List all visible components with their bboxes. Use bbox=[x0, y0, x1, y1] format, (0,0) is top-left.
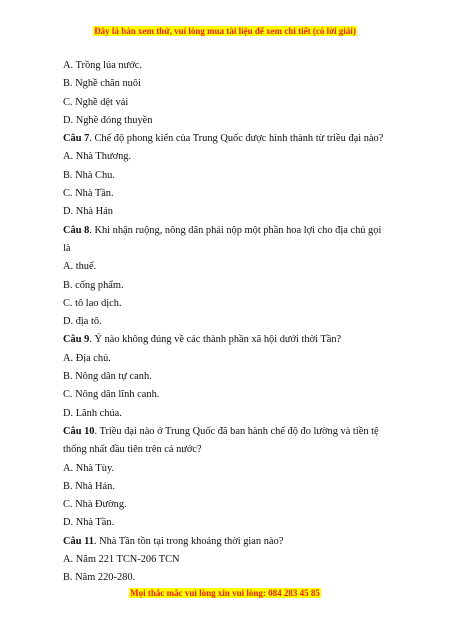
option-d: D. Nhà Tần. bbox=[63, 517, 115, 529]
question-text: . Triều đại nào ở Trung Quốc đã ban hành chế độ đo lường và tiền tệ thống nhất đầu tiên trên cả nước? bbox=[63, 425, 379, 456]
option-d: D. địa tô. bbox=[63, 316, 102, 328]
option-c: C. tô lao dịch. bbox=[63, 297, 122, 309]
question-7 bbox=[63, 130, 388, 148]
option-a: A. Trồng lúa nước. bbox=[63, 60, 142, 71]
option-d: D. Nhà Hán bbox=[63, 206, 113, 218]
option-b: B. Nông dân tự canh. bbox=[63, 371, 152, 383]
contact-notice-banner bbox=[0, 588, 450, 598]
question-9 bbox=[63, 331, 388, 349]
question-label: Câu 8 bbox=[63, 224, 90, 236]
option-b: B. Nghề chăn nuôi bbox=[63, 78, 141, 90]
question-label: Câu 7 bbox=[63, 133, 90, 145]
option-a: A. Nhà Tùy. bbox=[63, 462, 115, 474]
question-10 bbox=[63, 423, 388, 460]
option-c: C. Nghề dệt vải bbox=[63, 96, 129, 108]
option-b: B. Nhà Chu. bbox=[63, 169, 115, 181]
option-c: C. Nông dân lĩnh canh. bbox=[63, 389, 160, 401]
question-text: . Ý nào không đúng về các thành phần xã hội dưới thời Tần? bbox=[89, 334, 342, 346]
option-a: A. Địa chủ. bbox=[63, 352, 111, 364]
option-a: A. Năm 221 TCN-206 TCN bbox=[63, 554, 180, 566]
option-d: D. Nghề đóng thuyền bbox=[63, 114, 153, 126]
question-label: Câu 11 bbox=[63, 535, 94, 547]
question-label: Câu 9 bbox=[63, 334, 90, 346]
option-c: C. Nhà Đường. bbox=[63, 499, 127, 511]
preview-notice-banner bbox=[0, 26, 450, 36]
option-b: B. Nhà Hán. bbox=[63, 480, 115, 492]
question-11 bbox=[63, 533, 388, 551]
option-c: C. Nhà Tần. bbox=[63, 188, 114, 200]
contact-notice-text: Mọi thắc mắc vui lòng xin vui lòng: 084 283 45 85 bbox=[130, 588, 320, 598]
option-b: B. Năm 220-280. bbox=[63, 572, 136, 584]
option-b: B. cống phẩm. bbox=[63, 279, 124, 291]
option-a: A. thuế. bbox=[63, 261, 97, 273]
option-a: A. Nhà Thương. bbox=[63, 151, 132, 163]
question-text: . Nhà Tần tồn tại trong khoảng thời gian nào? bbox=[93, 535, 284, 547]
question-text: . Chế độ phong kiến của Trung Quốc được hình thành từ triều đại nào? bbox=[89, 133, 384, 145]
document-body bbox=[63, 57, 388, 588]
preview-notice-text: Đây là bản xem thử, vui lòng mua tài liệu để xem chi tiết (có lời giải) bbox=[94, 26, 356, 36]
option-d: D. Lãnh chúa. bbox=[63, 407, 122, 419]
question-label: Câu 10 bbox=[63, 425, 95, 437]
question-8 bbox=[63, 222, 388, 259]
question-text: . Khi nhận ruộng, nông dân phải nộp một phần hoa lợi cho địa chủ gọi là bbox=[63, 224, 382, 254]
